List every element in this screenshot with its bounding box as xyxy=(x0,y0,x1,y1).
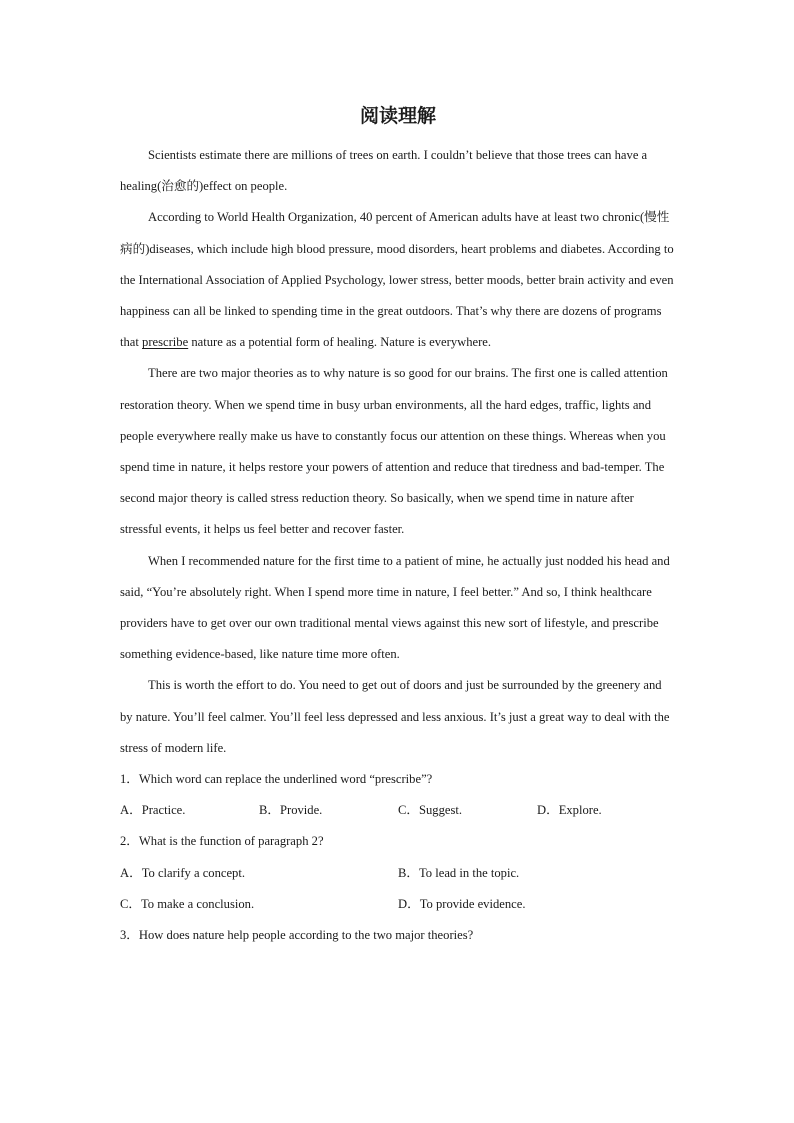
question-1-option-c[interactable]: C．Suggest. xyxy=(398,803,463,818)
question-3-stem: 3．How does nature help people according to the two major theories? xyxy=(120,928,474,943)
document-page xyxy=(120,100,676,951)
paragraph-3: There are two major theories as to why nature is so good for our brains. The first one is called attention restoration theory. When we spend time in busy urban environments, all the hard edges, traffic, lights and people everywhere really make us have to constantly focus our attention on these things. Whereas when you spend time in nature, it helps restore your powers of attention and reduce that tiredness and bad-temper. The second major theory is called stress reduction theory. So basically, when we spend time in nature after stressful events, it helps us feel better and recover faster. xyxy=(120,366,668,537)
question-2-options-row-1 xyxy=(120,858,676,889)
paragraph-1: Scientists estimate there are millions of trees on earth. I couldn’t believe that those trees can have a healing(治愈的)effect on people. xyxy=(120,148,648,194)
paragraph-2 xyxy=(120,202,676,358)
question-2-option-a[interactable]: A．To clarify a concept. xyxy=(120,865,246,880)
question-1-option-d[interactable]: D．Explore. xyxy=(537,803,602,818)
question-2-options-row-2 xyxy=(120,889,676,920)
question-1-options xyxy=(120,795,676,826)
question-1-option-b[interactable]: B．Provide. xyxy=(259,803,323,818)
question-2-option-d[interactable]: D．To provide evidence. xyxy=(398,896,526,911)
paragraph-4: When I recommended nature for the first time to a patient of mine, he actually just nodded his head and said, “You’re absolutely right. When I spend more time in nature, I feel better.” And so, I think healthcare providers have to get over our own traditional mental views against this new sort of lifestyle, and prescribe something evidence-based, like nature time more often. xyxy=(120,553,670,662)
question-2-stem: 2．What is the function of paragraph 2? xyxy=(120,834,324,849)
paragraph-5: This is worth the effort to do. You need to get out of doors and just be surrounded by the greenery and by nature. You’ll feel calmer. You’ll feel less depressed and less anxious. It’s just a great way to deal with the stress of modern life. xyxy=(120,678,670,755)
question-1-option-a[interactable]: A．Practice. xyxy=(120,803,186,818)
underlined-word: prescribe xyxy=(142,335,189,350)
question-1-stem: 1．Which word can replace the underlined word “prescribe”? xyxy=(120,772,433,787)
paragraph-2-before: According to World Health Organization, 40 percent of American adults have at least two chronic(慢性病的)diseases, which include high blood pressure, mood disorders, heart problems and diabetes. According to the International Association of Applied Psychology, lower stress, better moods, better brain activity and even happiness can all be linked to spending time in the great outdoors. That’s why there are dozens of programs that xyxy=(120,210,674,350)
question-2-option-b[interactable]: B．To lead in the topic. xyxy=(398,865,520,880)
question-2-option-c[interactable]: C．To make a conclusion. xyxy=(120,896,255,911)
page-title: 阅读理解 xyxy=(359,106,436,127)
paragraph-2-after: nature as a potential form of healing. Nature is everywhere. xyxy=(188,335,492,350)
